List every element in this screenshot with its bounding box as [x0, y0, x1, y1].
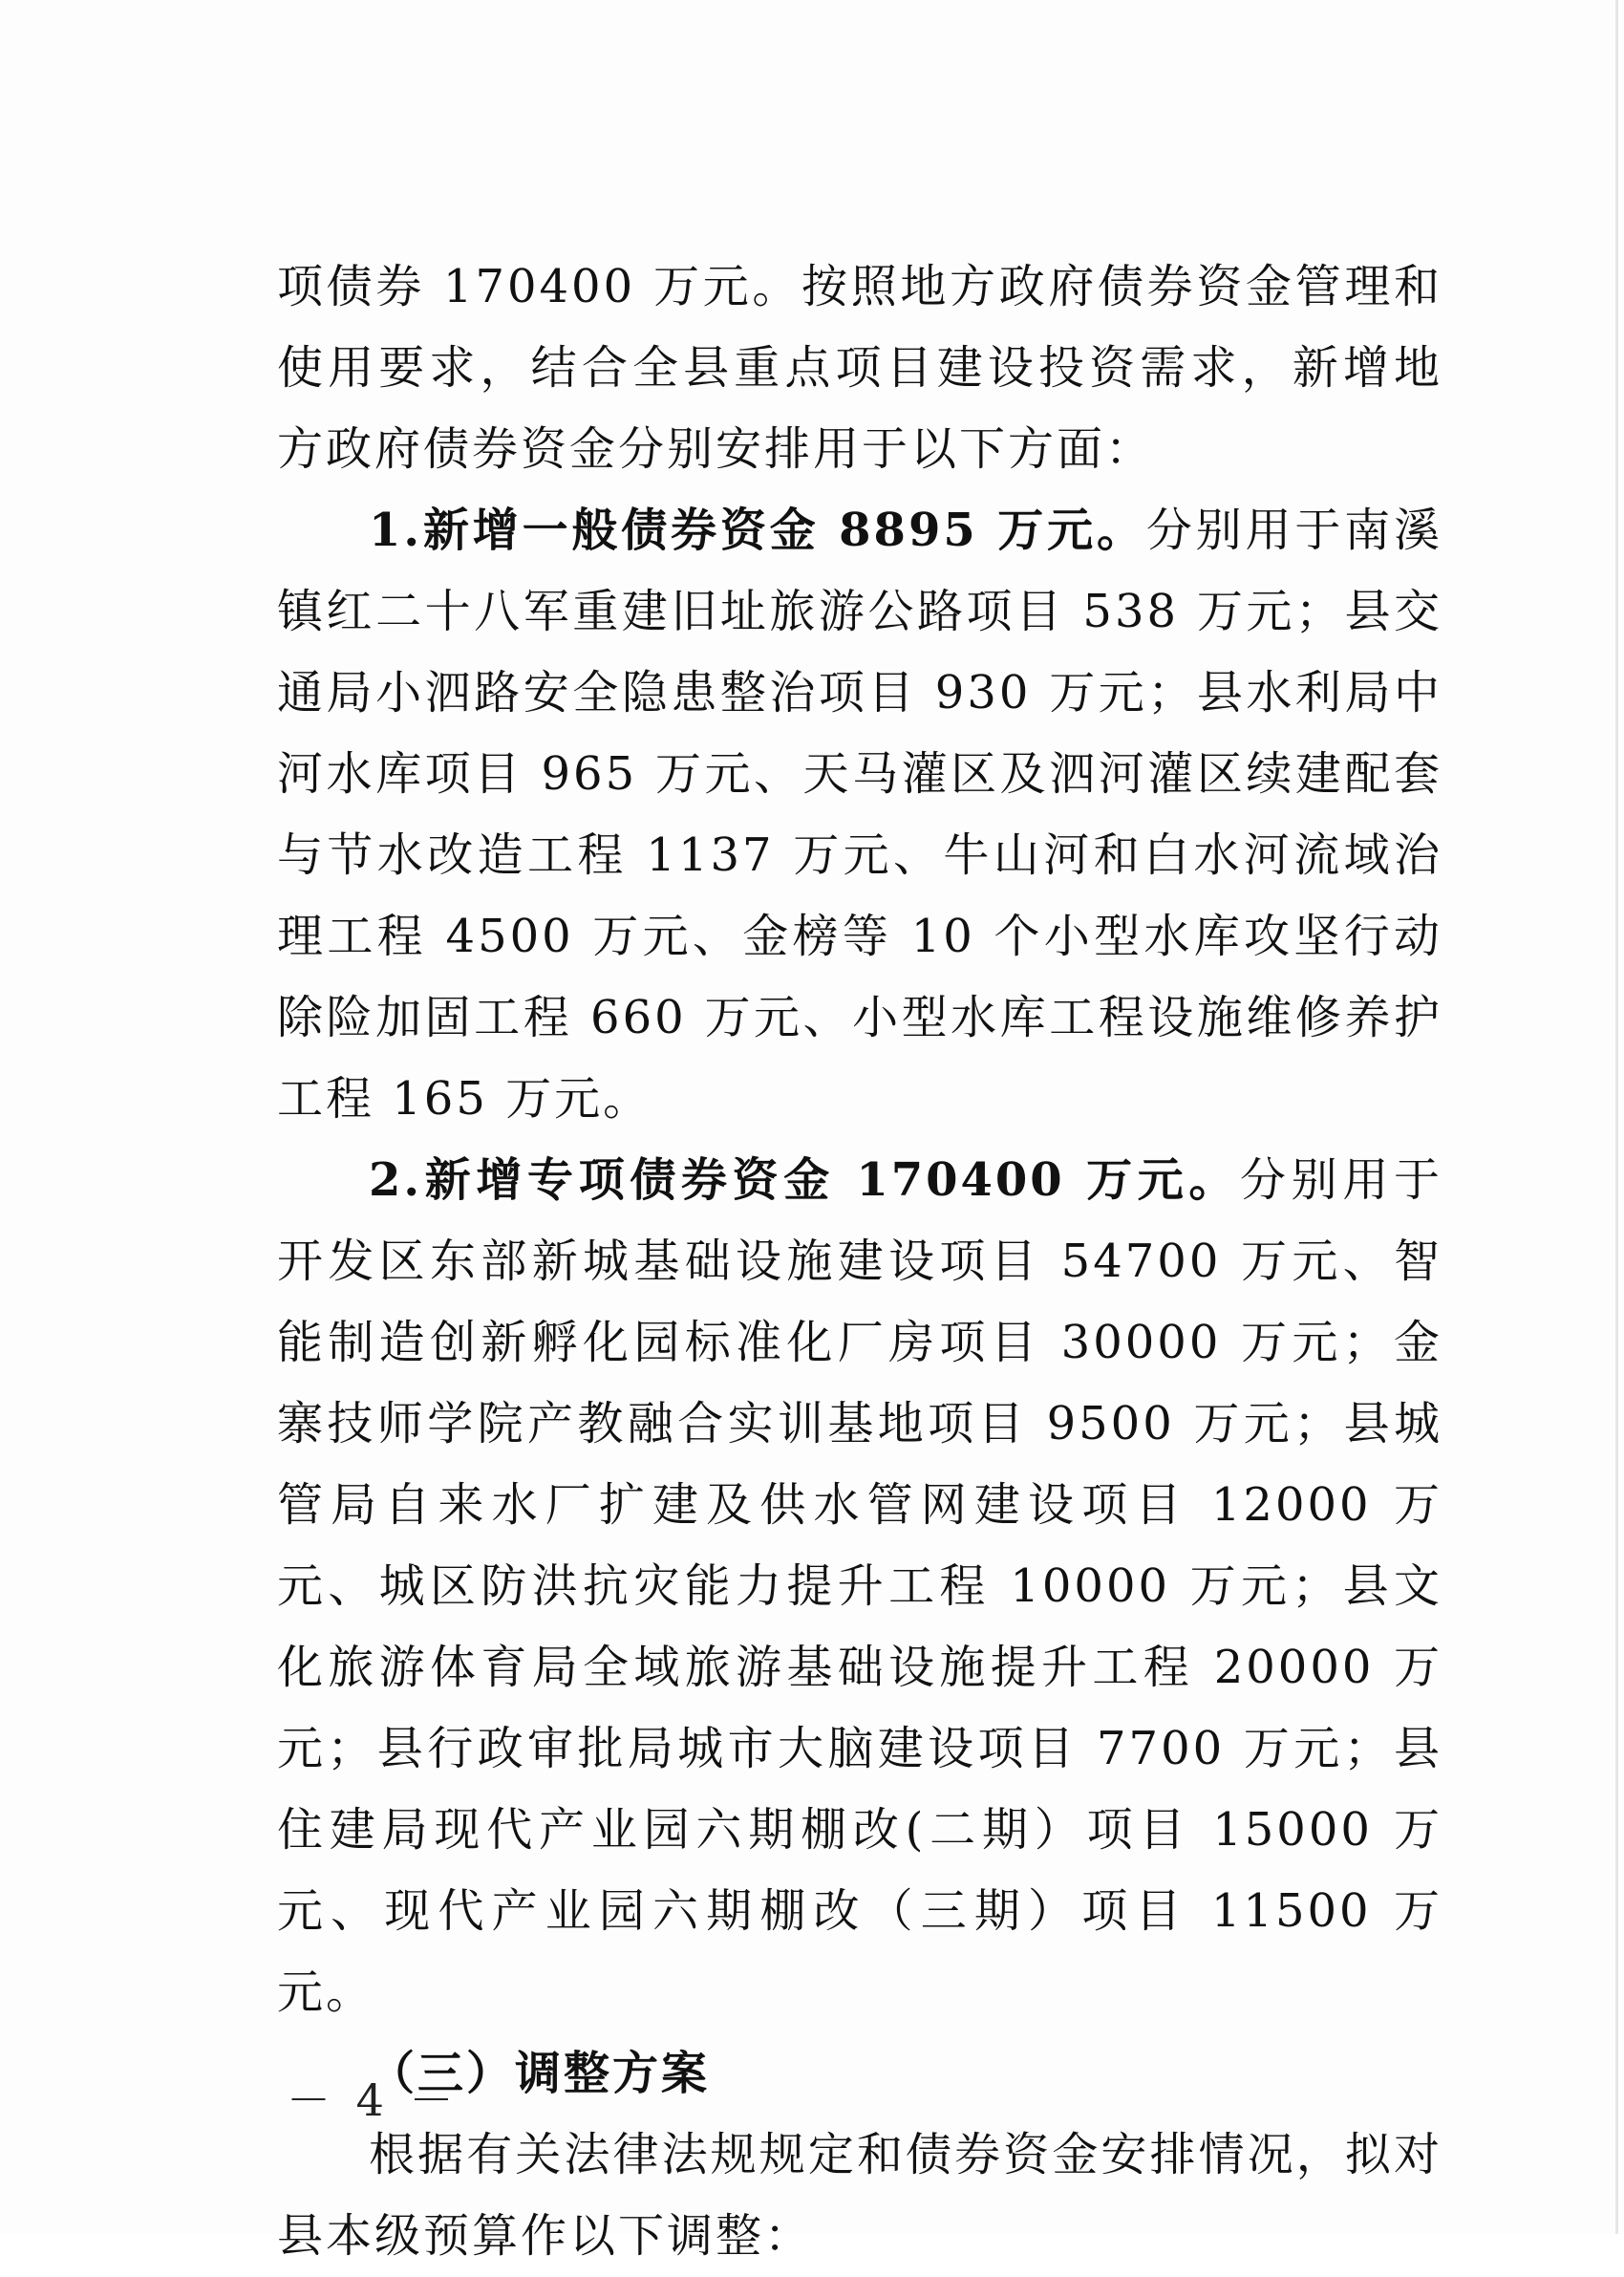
- general-bonds-heading: 1.新增一般债券资金 8895 万元。: [369, 504, 1146, 557]
- paragraph-adjustment: [277, 2115, 1442, 2277]
- body-text: [277, 247, 1442, 2277]
- special-bonds-text: 分别用于开发区东部新城基础设施建设项目 54700 万元、智能制造创新孵化园标准化厂房项目 30000 万元；金寨技师学院产教融合实训基地项目 9500 万元；县城管局自来水厂扩建及供水管网建设项目 12000 万元、城区防洪抗灾能力提升工程 10000 万元；县文化旅游体育局全域旅游基础设施提升工程 20000 万元；县行政审批局城市大脑建设项目 7700 万元；县住建局现代产业园六期棚改(二期）项目 15000 万元、现代产业园六期棚改（三期）项目 11500 万元。: [277, 1153, 1442, 2019]
- paragraph-intro-text: 项债券 170400 万元。按照地方政府债券资金管理和使用要求，结合全县重点项目建设投资需求，新增地方政府债券资金分别安排用于以下方面：: [277, 260, 1442, 476]
- adjustment-plan-heading: （三）调整方案: [369, 2047, 711, 2100]
- paragraph-special-bonds: [277, 1140, 1442, 2033]
- paragraph-intro: [277, 247, 1442, 490]
- scan-edge-divider: [1615, 0, 1618, 2234]
- special-bonds-heading: 2.新增专项债券资金 170400 万元。: [369, 1153, 1241, 1207]
- general-bonds-text: 分别用于南溪镇红二十八军重建旧址旅游公路项目 538 万元；县交通局小泗路安全隐患整治项目 930 万元；县水利局中河水库项目 965 万元、天马灌区及泗河灌区续建配套与节水改造工程 1137 万元、牛山河和白水河流域治理工程 4500 万元、金榜等 10 个小型水库攻坚行动除险加固工程 660 万元、小型水库工程设施维修养护工程 165 万元。: [277, 504, 1442, 1126]
- page-number: － 4 －: [287, 2074, 459, 2126]
- adjustment-text: 根据有关法律法规规定和债券资金安排情况，拟对县本级预算作以下调整：: [277, 2128, 1442, 2263]
- paragraph-general-bonds: [277, 490, 1442, 1140]
